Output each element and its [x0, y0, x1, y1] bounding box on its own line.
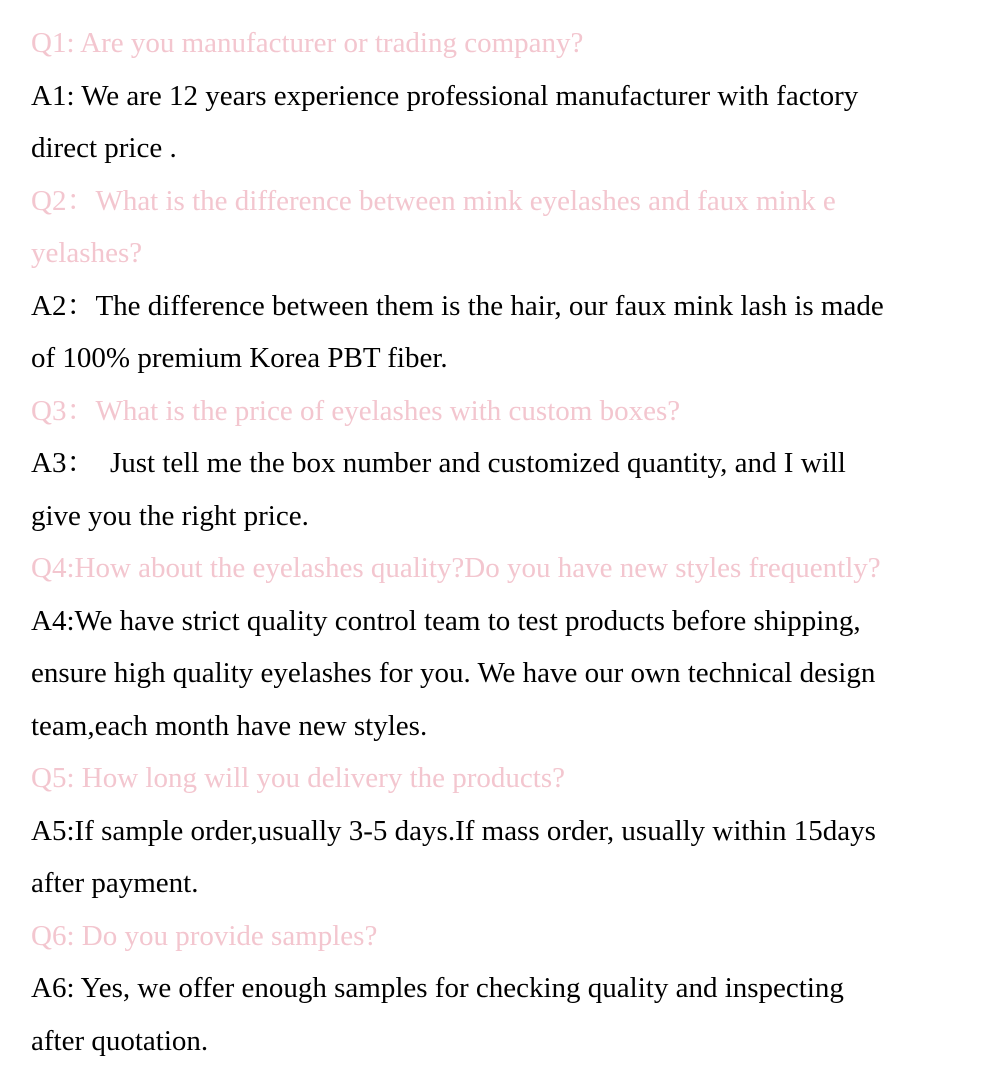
answer-4-line-2: ensure high quality eyelashes for you. We have our own technical design — [31, 657, 876, 689]
answer-4-line-1: A4:We have strict quality control team to test products before shipping, — [31, 604, 861, 637]
faq-item-6 — [31, 910, 986, 1068]
question-4-line-1: Q4:How about the eyelashes quality?Do you have new styles frequently? — [31, 552, 881, 584]
faq-item-4 — [31, 542, 986, 752]
question-2-line-1: Q2：What is the difference between mink eyelashes and faux mink e — [31, 184, 836, 217]
faq-item-5 — [31, 752, 986, 910]
faq-item-3 — [31, 385, 986, 543]
faq-list — [31, 17, 986, 1067]
answer-2-line-1: A2：The difference between them is the hair, our faux mink lash is made — [31, 289, 884, 322]
question-2-line-2: yelashes? — [31, 237, 143, 269]
answer-6-line-1: A6: Yes, we offer enough samples for checking quality and inspecting — [31, 972, 844, 1004]
question-1-line-1: Q1: Are you manufacturer or trading company? — [31, 27, 584, 59]
faq-item-1 — [31, 17, 986, 175]
answer-2-line-2: of 100% premium Korea PBT fiber. — [31, 342, 448, 374]
answer-1-line-1: A1: We are 12 years experience professional manufacturer with factory — [31, 79, 859, 112]
answer-3-line-1: A3： Just tell me the box number and customized quantity, and I will — [31, 447, 846, 479]
faq-item-2 — [31, 175, 986, 385]
answer-5-line-2: after payment. — [31, 867, 199, 899]
answer-5-line-1: A5:If sample order,usually 3-5 days.If mass order, usually within 15days — [31, 814, 876, 847]
question-3-line-1: Q3：What is the price of eyelashes with custom boxes? — [31, 394, 681, 427]
question-6-line-1: Q6: Do you provide samples? — [31, 919, 378, 952]
answer-3-line-2: give you the right price. — [31, 499, 309, 532]
answer-1-line-2: direct price . — [31, 132, 177, 164]
answer-6-line-2: after quotation. — [31, 1024, 209, 1057]
question-5-line-1: Q5: How long will you delivery the products? — [31, 762, 565, 794]
answer-4-line-3: team,each month have new styles. — [31, 709, 428, 742]
